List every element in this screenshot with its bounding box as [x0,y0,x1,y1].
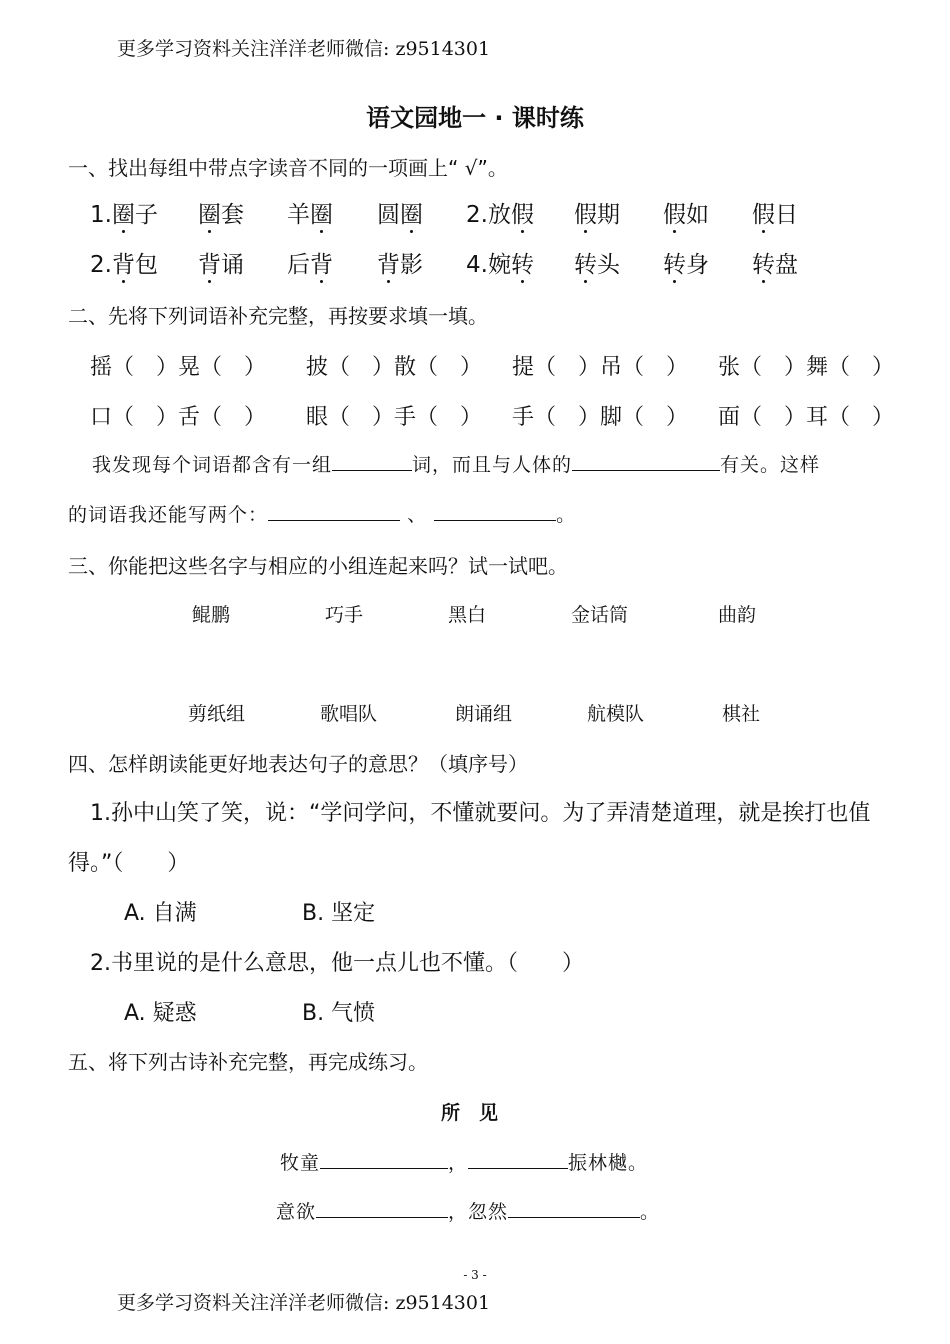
header-note: 更多学习资料关注洋洋老师微信: z9514301 [117,38,491,60]
q5-prompt: 五、将下列古诗补充完整，再完成练习。 [68,1050,428,1074]
q1-word: 圈套 [198,202,244,228]
page-number: - 3 - [463,1268,487,1282]
q3-group[interactable]: 棋社 [722,703,761,725]
q2-phrase: 面（ ）耳（ ） [718,405,895,430]
page-title: 语文园地一 · 课时练 [366,104,584,132]
q2-phrase: 口（ ）舌（ ） [90,405,267,430]
q4-item1-line1: 1.孙中山笑了笑，说：“学问学问，不懂就要问。为了弄清楚道理，就是挨打也值 [90,801,871,826]
answer-blank[interactable] [468,1150,568,1169]
q3-groups [0,699,950,725]
q1-word: 圆圈 [377,202,423,228]
q1-prompt: 一、找出每组中带点字读音不同的一项画上“ √”。 [68,156,508,180]
q1-word: 羊圈 [287,202,333,228]
answer-blank[interactable] [572,452,720,471]
q1-word: 后背 [287,252,333,278]
q1-word: 2.放假 [466,202,534,228]
q3-group[interactable]: 剪纸组 [188,703,246,725]
q1-row1 [0,196,950,226]
q3-group[interactable]: 朗诵组 [455,703,513,725]
q1-word: 背影 [377,252,423,278]
q1-word: 2.背包 [90,252,158,278]
q1-word: 1.圈子 [90,202,158,228]
answer-blank[interactable] [316,1199,448,1218]
q3-group[interactable]: 歌唱队 [320,703,378,725]
q2-phrase: 摇（ ）晃（ ） [90,355,267,380]
q3-name[interactable]: 黑白 [448,604,487,626]
q1-word: 背诵 [198,252,244,278]
q2-phrase: 手（ ）脚（ ） [512,405,689,430]
q4-item2-option-a: A. 疑惑 [124,1001,197,1026]
footer-note: 更多学习资料关注洋洋老师微信: z9514301 [117,1292,491,1314]
q3-prompt: 三、你能把这些名字与相应的小组连起来吗？试一试吧。 [68,554,568,578]
q2-phrase: 披（ ）散（ ） [306,355,483,380]
poem-title: 所 见 [441,1102,499,1124]
answer-blank[interactable] [320,1150,448,1169]
q2-phrase: 提（ ）吊（ ） [512,355,689,380]
q3-name[interactable]: 曲韵 [718,604,757,626]
q1-word: 假如 [663,202,709,228]
q3-group[interactable]: 航模队 [587,703,645,725]
answer-blank[interactable] [508,1199,640,1218]
q2-row2 [0,400,950,430]
poem-line2: 意欲 ，忽然 。 [276,1201,661,1223]
q3-name[interactable]: 巧手 [325,604,364,626]
q3-name[interactable]: 金话筒 [571,604,629,626]
q1-word: 转头 [574,252,620,278]
poem-line1: 牧童 ， 振林樾。 [280,1152,649,1174]
q1-word: 转身 [663,252,709,278]
answer-blank[interactable] [332,452,412,471]
q4-item1-line2: 得。”（ ） [68,851,190,876]
q1-word: 假日 [752,202,798,228]
q4-item2: 2.书里说的是什么意思，他一点儿也不懂。（ ） [90,951,584,976]
q2-prompt: 二、先将下列词语补充完整，再按要求填一填。 [68,304,488,328]
q4-item1-option-b: B. 坚定 [302,901,376,926]
q2-phrase: 眼（ ）手（ ） [306,405,483,430]
q2-line1: 我发现每个词语都含有一组 词，而且与人体的 有关。这样 [92,454,821,476]
answer-blank[interactable] [268,502,400,521]
q2-phrase: 张（ ）舞（ ） [718,355,895,380]
q2-line2: 的词语我还能写两个： 、 。 [68,504,577,526]
q1-word: 4.婉转 [466,252,534,278]
q4-item2-option-b: B. 气愤 [302,1001,376,1026]
answer-blank[interactable] [434,502,556,521]
q1-word: 转盘 [752,252,798,278]
q4-item1-option-a: A. 自满 [124,901,197,926]
q3-name[interactable]: 鲲鹏 [192,604,231,626]
q1-row2 [0,246,950,276]
q2-row1 [0,350,950,380]
q1-word: 假期 [574,202,620,228]
q4-prompt: 四、怎样朗读能更好地表达句子的意思？（填序号） [68,752,528,776]
q3-names [0,600,950,626]
